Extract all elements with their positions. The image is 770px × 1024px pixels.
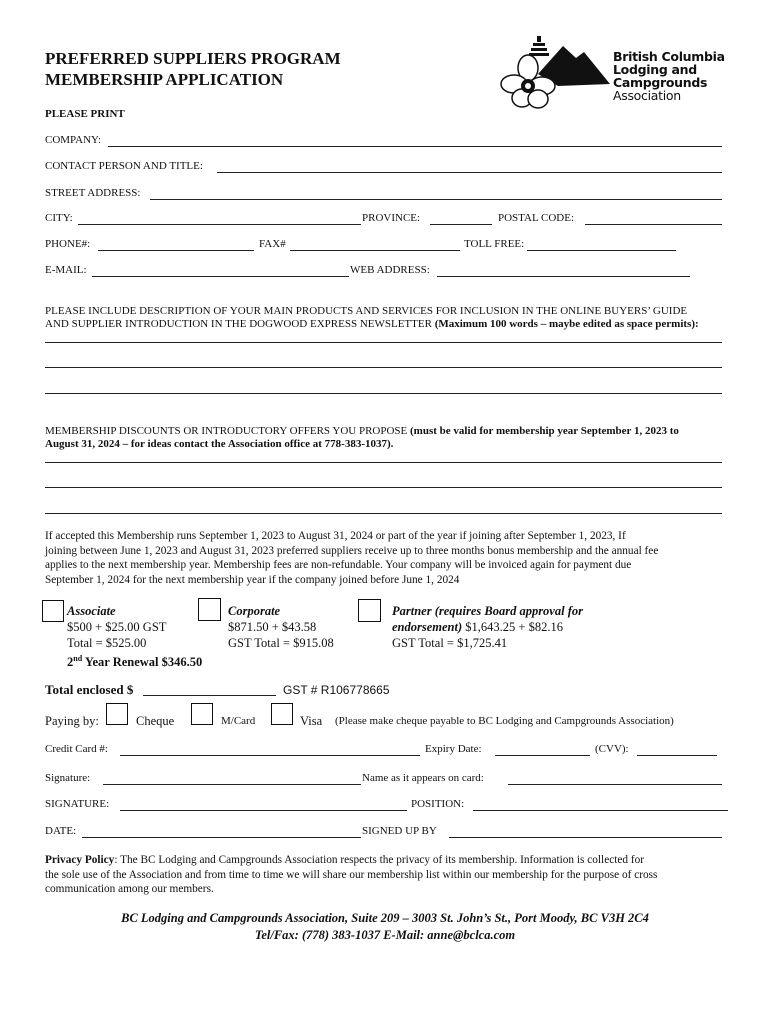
privacy-policy [45, 853, 657, 897]
corporate-price: $871.50 + $43.58 [228, 620, 317, 634]
form-title-line2: MEMBERSHIP APPLICATION [45, 70, 284, 89]
associate-name: Associate [67, 604, 116, 618]
terms-line-1: If accepted this Membership runs September 1, 2023 to August 31, 2024 or part of the year if joining after September 1, 2023, If [45, 530, 626, 542]
cvv-input-line[interactable] [637, 755, 717, 756]
total-enclosed-label: Total enclosed $ [45, 682, 134, 697]
credit-card-input-line[interactable] [120, 755, 420, 756]
phone-input-line[interactable] [98, 250, 254, 251]
phone-label: PHONE#: [45, 238, 91, 250]
contact-label: CONTACT PERSON AND TITLE: [45, 160, 203, 172]
bclca-logo [498, 34, 613, 110]
description-instructions-line1: PLEASE INCLUDE DESCRIPTION OF YOUR MAIN PRODUCTS AND SERVICES FOR INCLUSION IN THE ONLINE BUYERS’ GUIDE [45, 305, 688, 317]
cheque-payable-note: (Please make cheque payable to BC Lodging and Campgrounds Association) [335, 715, 674, 727]
logo-text-line2: Lodging and [613, 62, 697, 77]
postal-code-label: POSTAL CODE: [498, 212, 575, 224]
cheque-label: Cheque [136, 714, 175, 728]
street-label: STREET ADDRESS: [45, 187, 141, 199]
privacy-text-3: communication among our members. [45, 883, 214, 895]
discounts-line-3[interactable] [45, 513, 722, 514]
signature-label: Signature: [45, 772, 91, 784]
mcard-checkbox[interactable] [191, 703, 213, 725]
contact-input-line[interactable] [217, 172, 722, 173]
terms-line-4: September 1, 2024 for the next membership year if the company joined before June 1, 2024 [45, 573, 460, 586]
discounts-validity-text: (must be valid for membership year September 1, 2023 to [410, 425, 679, 437]
form-title-line1: PREFERRED SUPPLIERS PROGRAM [45, 49, 341, 68]
cvv-label: (CVV): [595, 743, 629, 755]
city-input-line[interactable] [78, 224, 361, 225]
associate-renewal [67, 651, 202, 670]
partner-name-cont: endorsement) [392, 620, 463, 634]
footer-address: BC Lodging and Campgrounds Association, Suite 209 – 3003 St. John’s St., Port Moody, BC V3H 2C4 [121, 911, 649, 925]
position-label: POSITION: [411, 798, 465, 810]
privacy-text-1: : The BC Lodging and Campgrounds Association respects the privacy of its membership. Information is collected for [114, 854, 645, 866]
associate-total: Total = $525.00 [67, 636, 147, 650]
discounts-instructions-text: MEMBERSHIP DISCOUNTS OR INTRODUCTORY OFFERS YOU PROPOSE [45, 425, 411, 437]
membership-terms [45, 529, 658, 587]
corporate-option [228, 603, 334, 651]
position-input-line[interactable] [473, 810, 728, 811]
description-instructions-line2 [45, 318, 699, 330]
please-print-label: PLEASE PRINT [45, 108, 125, 120]
partner-price: $1,643.25 + $82.16 [462, 620, 563, 634]
toll-free-input-line[interactable] [527, 250, 676, 251]
privacy-label: Privacy Policy [45, 854, 115, 866]
street-input-line[interactable] [150, 199, 722, 200]
description-instructions-text: AND SUPPLIER INTRODUCTION IN THE DOGWOOD EXPRESS NEWSLETTER [45, 318, 435, 330]
associate-checkbox[interactable] [42, 600, 64, 622]
paying-by-label: Paying by: [45, 714, 99, 728]
toll-free-label: TOLL FREE: [464, 238, 525, 250]
web-address-label: WEB ADDRESS: [350, 264, 430, 276]
partner-total: GST Total = $1,725.41 [392, 636, 508, 650]
discounts-line-1[interactable] [45, 462, 722, 463]
partner-name: Partner (requires Board approval for [392, 604, 583, 618]
discounts-line-2[interactable] [45, 487, 722, 488]
partner-checkbox[interactable] [358, 599, 381, 622]
privacy-text-2: the sole use of the Association and from time to time we will share our membership list within our membership for the purpose of cross [45, 868, 658, 881]
name-on-card-label: Name as it appears on card: [362, 772, 484, 784]
description-line-2[interactable] [45, 367, 722, 368]
discounts-instructions-line1 [45, 425, 679, 437]
fax-input-line[interactable] [290, 250, 460, 251]
cheque-checkbox[interactable] [106, 703, 128, 725]
date-input-line[interactable] [82, 837, 361, 838]
corporate-checkbox[interactable] [198, 598, 221, 621]
discounts-instructions-line2: August 31, 2024 – for ideas contact the Association office at 778-383-1037). [45, 438, 394, 450]
renewal-text: Year Renewal $346.50 [82, 655, 203, 670]
corporate-total: GST Total = $915.08 [228, 636, 334, 650]
province-input-line[interactable] [430, 224, 492, 225]
web-address-input-line[interactable] [437, 276, 690, 277]
partner-option [392, 603, 583, 651]
logo-text-line4: Association [613, 88, 681, 103]
visa-checkbox[interactable] [271, 703, 293, 725]
footer-contact: Tel/Fax: (778) 383-1037 E-Mail: anne@bclca.com [254, 928, 516, 942]
privacy-line-1 [45, 853, 657, 868]
name-on-card-input-line[interactable] [508, 784, 722, 785]
company-input-line[interactable] [108, 146, 722, 147]
corporate-name: Corporate [228, 604, 281, 618]
signature-caps-label: SIGNATURE: [45, 798, 110, 810]
signed-up-by-label: SIGNED UP BY [362, 825, 437, 837]
visa-label: Visa [300, 714, 323, 728]
description-line-3[interactable] [45, 393, 722, 394]
signed-up-by-input-line[interactable] [449, 837, 722, 838]
description-line-1[interactable] [45, 342, 722, 343]
company-label: COMPANY: [45, 134, 102, 146]
expiry-date-input-line[interactable] [495, 755, 590, 756]
associate-price: $500 + $25.00 GST [67, 620, 167, 634]
renewal-number: 2 [67, 655, 74, 670]
gst-number: GST # R106778665 [283, 683, 390, 697]
logo-text-line3: Campgrounds [613, 75, 708, 90]
description-word-limit: (Maximum 100 words – maybe edited as space permits): [434, 318, 699, 330]
logo-text-line1: British Columbia [613, 49, 725, 64]
renewal-superscript: nd [73, 654, 83, 663]
credit-card-label: Credit Card #: [45, 743, 108, 755]
expiry-date-label: Expiry Date: [425, 743, 482, 755]
dogwood-mountain-icon [498, 34, 613, 110]
total-enclosed-input-line[interactable] [143, 695, 276, 696]
city-label: CITY: [45, 212, 73, 224]
terms-line-2: joining between June 1, 2023 and August 31, 2023 preferred suppliers receive up to three months bonus membership and the annual fee [45, 544, 659, 557]
fax-label: FAX# [259, 238, 286, 250]
signature-input-line[interactable] [103, 784, 361, 785]
partner-price-line [392, 619, 583, 635]
email-input-line[interactable] [92, 276, 349, 277]
province-label: PROVINCE: [362, 212, 421, 224]
postal-code-input-line[interactable] [585, 224, 722, 225]
email-label: E-MAIL: [45, 264, 87, 276]
mcard-label: M/Card [221, 715, 256, 727]
signature-caps-input-line[interactable] [120, 810, 407, 811]
terms-line-3: applies to the next membership year. Membership fees are non-refundable. Your company will be invoiced again for payment due [45, 559, 632, 571]
date-label: DATE: [45, 825, 77, 837]
associate-option [67, 603, 202, 670]
